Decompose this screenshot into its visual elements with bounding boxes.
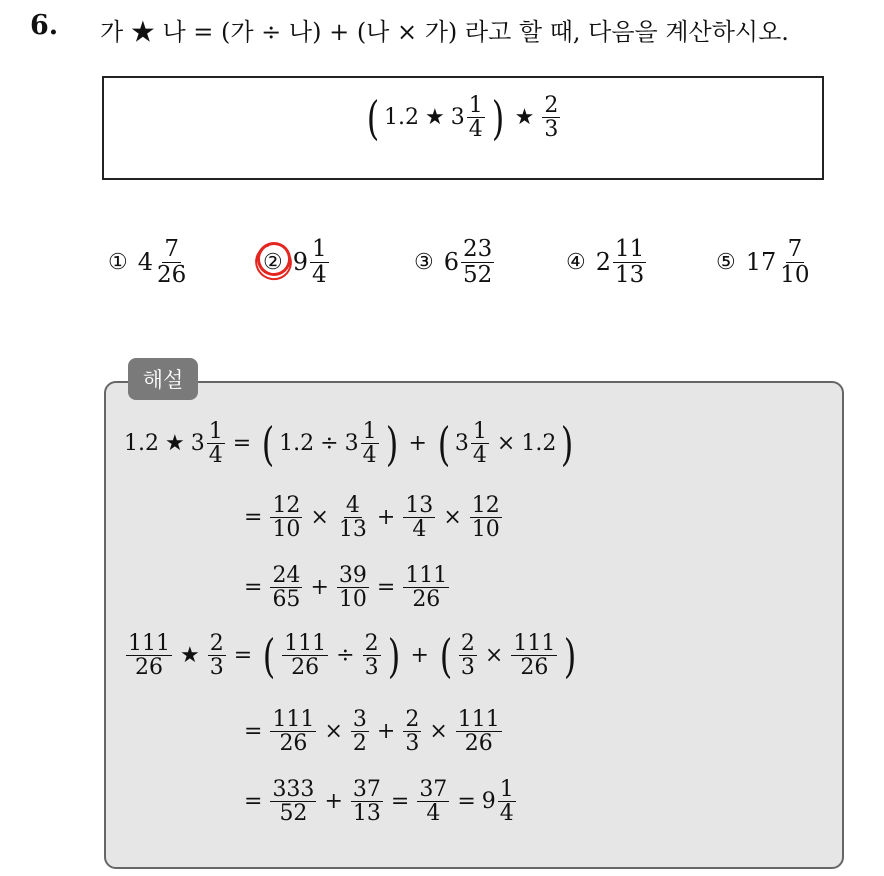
choice-3[interactable]: ③ 6 $\frac{23}{52}$ [414, 236, 493, 288]
solution-line-2: = $\frac{12}{10}$ × $\frac{4}{13}$ + $\frac{13}{4}$ × $\frac{12}{10}$ [244, 493, 500, 543]
solution-line-3: = $\frac{24}{65}$ + $\frac{39}{10}$ = $\frac{111}{26}$ [244, 563, 448, 613]
choice-4[interactable]: ④ 2 $\frac{11}{13}$ [566, 236, 645, 288]
answer-choices [108, 232, 828, 292]
choice-5[interactable]: ⑤ 17 $\frac{7}{10}$ [716, 236, 810, 288]
solution-line-5: = $\frac{111}{26}$ × $\frac{3}{2}$ + $\frac{2}{3}$ × $\frac{111}{26}$ [244, 707, 500, 757]
solution-line-6: = $\frac{333}{52}$ + $\frac{37}{13}$ = $\frac{37}{4}$ = 9 $\frac{1}{4}$ [244, 777, 514, 827]
question-number: 6. [30, 10, 59, 41]
choice-1[interactable]: ① 4 $\frac{7}{26}$ [108, 236, 187, 288]
solution-line-4: $\frac{111}{26}$ ★ $\frac{2}{3}$ = ( $\frac{111}{26}$ ÷ $\frac{2}{3}$ ) + ( $\frac{2}{3}$ × $\frac{111}{26}$ ) [128, 628, 577, 683]
solution-label: 해설 [128, 358, 198, 400]
choice-2[interactable]: ② 9 $\frac{1}{4}$ [263, 232, 331, 292]
question-text: 가 ★ 나 = (가 ÷ 나) + (나 × 가) 라고 할 때, 다음을 계산하시오. [100, 18, 789, 46]
expression-box [102, 76, 824, 180]
expression: ( 1.2 ★ 3 $\frac{1}{4}$ ) ★ $\frac{2}{3}$ [366, 90, 559, 145]
answer-circle-stroke-icon [248, 237, 298, 287]
solution-line-1: 1.2 ★ 3 $\frac{1}{4}$ = ( 1.2 ÷ 3 $\frac{1}{4}$ ) + ( 3 $\frac{1}{4}$ × 1.2 ) [124, 416, 574, 471]
